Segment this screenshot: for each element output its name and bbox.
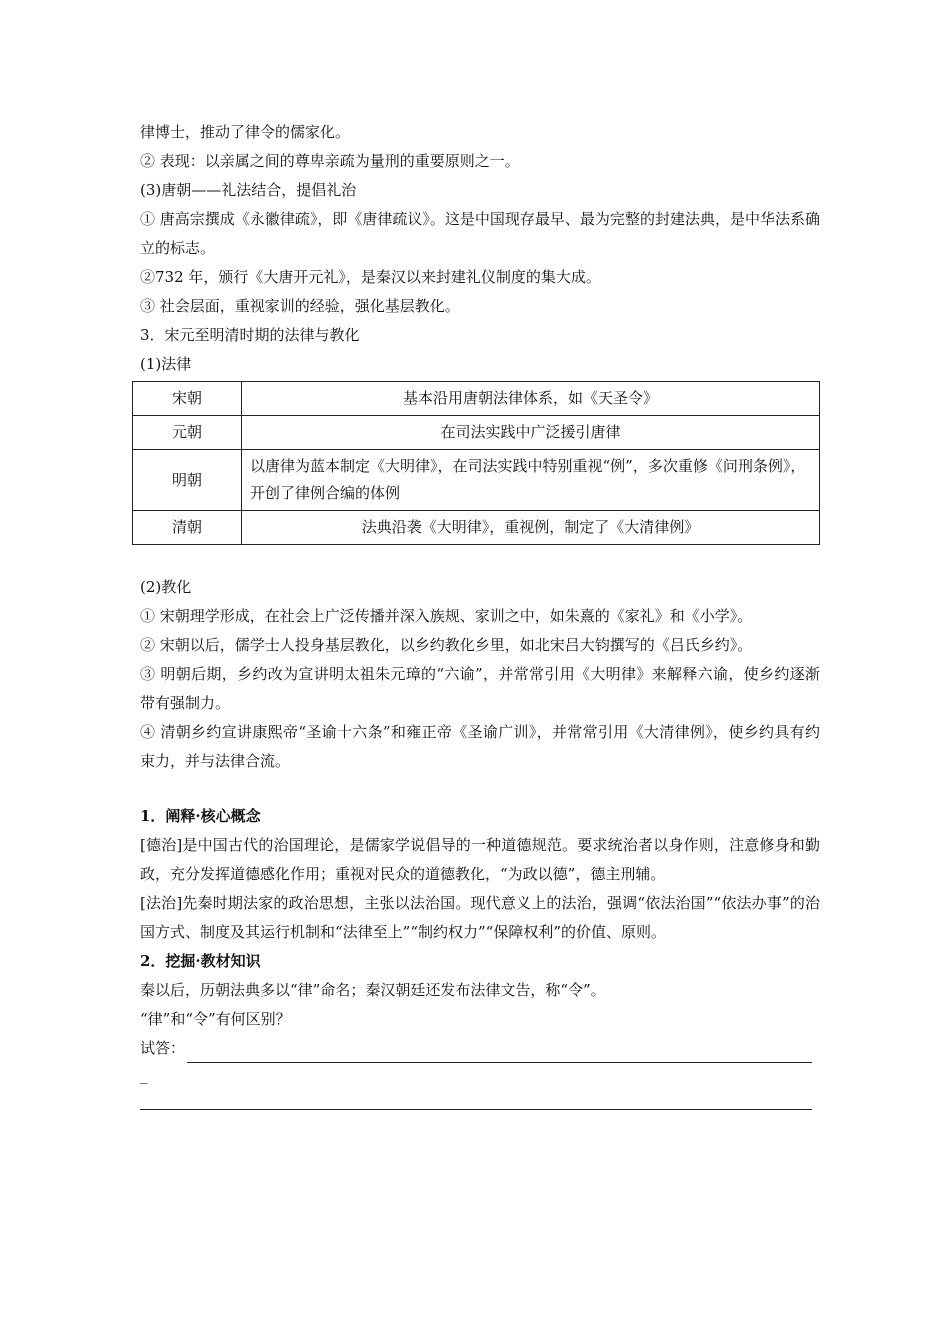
edu-item: ① 宋朝理学形成，在社会上广泛传播并深入族规、家训之中，如朱熹的《家礼》和《小学》。 (140, 607, 753, 625)
content-cell: 基本沿用唐朝法律体系，如《天圣令》 (242, 382, 820, 416)
concept-title: 1．阐释·核心概念 (140, 807, 261, 825)
concept-item: [德治]是中国古代的治国理论，是儒家学说倡导的一种道德规范。要求统治者以身作则，注意修身和勤政，充分发挥道德感化作用；重视对民众的道德教化，“为政以德”，德主刑辅。 (140, 836, 820, 883)
tang-heading: (3)唐朝——礼法结合，提倡礼治 (140, 181, 357, 199)
content-cell: 法典沿袭《大明律》，重视例，制定了《大清律例》 (242, 511, 820, 545)
dynasty-cell: 元朝 (133, 416, 242, 450)
table-row (133, 511, 820, 545)
dynasty-cell: 明朝 (133, 450, 242, 511)
answer-line[interactable] (140, 1087, 812, 1110)
table-row (133, 416, 820, 450)
dynasty-cell: 清朝 (133, 511, 242, 545)
question-text: “律”和“令”有何区别？ (140, 1010, 291, 1028)
table-row (133, 450, 820, 511)
tang-item-3: ③ 社会层面，重视家训的经验，强化基层教化。 (140, 297, 460, 315)
textbook-title: 2．挖掘·教材知识 (140, 952, 261, 970)
answer-dash: _ (140, 1066, 148, 1084)
answer-area[interactable] (140, 1034, 820, 1063)
content-cell: 以唐律为蓝本制定《大明律》，在司法实践中特别重视“例”，多次重修《问刑条例》，开创了律例合编的体例 (242, 450, 820, 511)
text-line: ② 表现：以亲属之间的尊卑亲疏为量刑的重要原则之一。 (140, 152, 520, 170)
tang-item-2: ②732 年，颁行《大唐开元礼》，是秦汉以来封建礼仪制度的集大成。 (140, 268, 601, 286)
table-row (133, 382, 820, 416)
concept-item: [法治]先秦时期法家的政治思想，主张以法治国。现代意义上的法治，强调“依法治国”“依法办事”的治国方式、制度及其运行机制和“法律至上”“制约权力”“保障权利”的价值、原则。 (140, 894, 820, 941)
edu-item: ② 宋朝以后，儒学士人投身基层教化，以乡约教化乡里，如北宋吕大钧撰写的《吕氏乡约》。 (140, 636, 753, 654)
law-table (132, 381, 820, 545)
document-page (140, 118, 820, 1110)
text-line: 律博士，推动了律令的儒家化。 (140, 123, 351, 141)
edu-heading: (2)教化 (140, 578, 192, 596)
textbook-text: 秦以后，历朝法典多以“律”命名；秦汉朝廷还发布法律文告，称“令”。 (140, 981, 606, 999)
answer-label: 试答： (140, 1039, 186, 1057)
section-3-title: 3．宋元至明清时期的法律与教化 (140, 326, 360, 344)
content-cell: 在司法实践中广泛援引唐律 (242, 416, 820, 450)
edu-item: ④ 清朝乡约宣讲康熙帝“圣谕十六条”和雍正帝《圣谕广训》，并常常引用《大清律例》，使乡约具有约束力，并与法律合流。 (140, 723, 820, 770)
law-heading: (1)法律 (140, 355, 192, 373)
edu-item: ③ 明朝后期，乡约改为宣讲明太祖朱元璋的“六谕”，并常常引用《大明律》来解释六谕，使乡约逐渐带有强制力。 (140, 665, 820, 712)
dynasty-cell: 宋朝 (133, 382, 242, 416)
answer-line[interactable] (187, 1042, 812, 1063)
tang-item-1: ① 唐高宗撰成《永徽律疏》，即《唐律疏议》。这是中国现存最早、最为完整的封建法典，是中华法系确立的标志。 (140, 210, 820, 257)
